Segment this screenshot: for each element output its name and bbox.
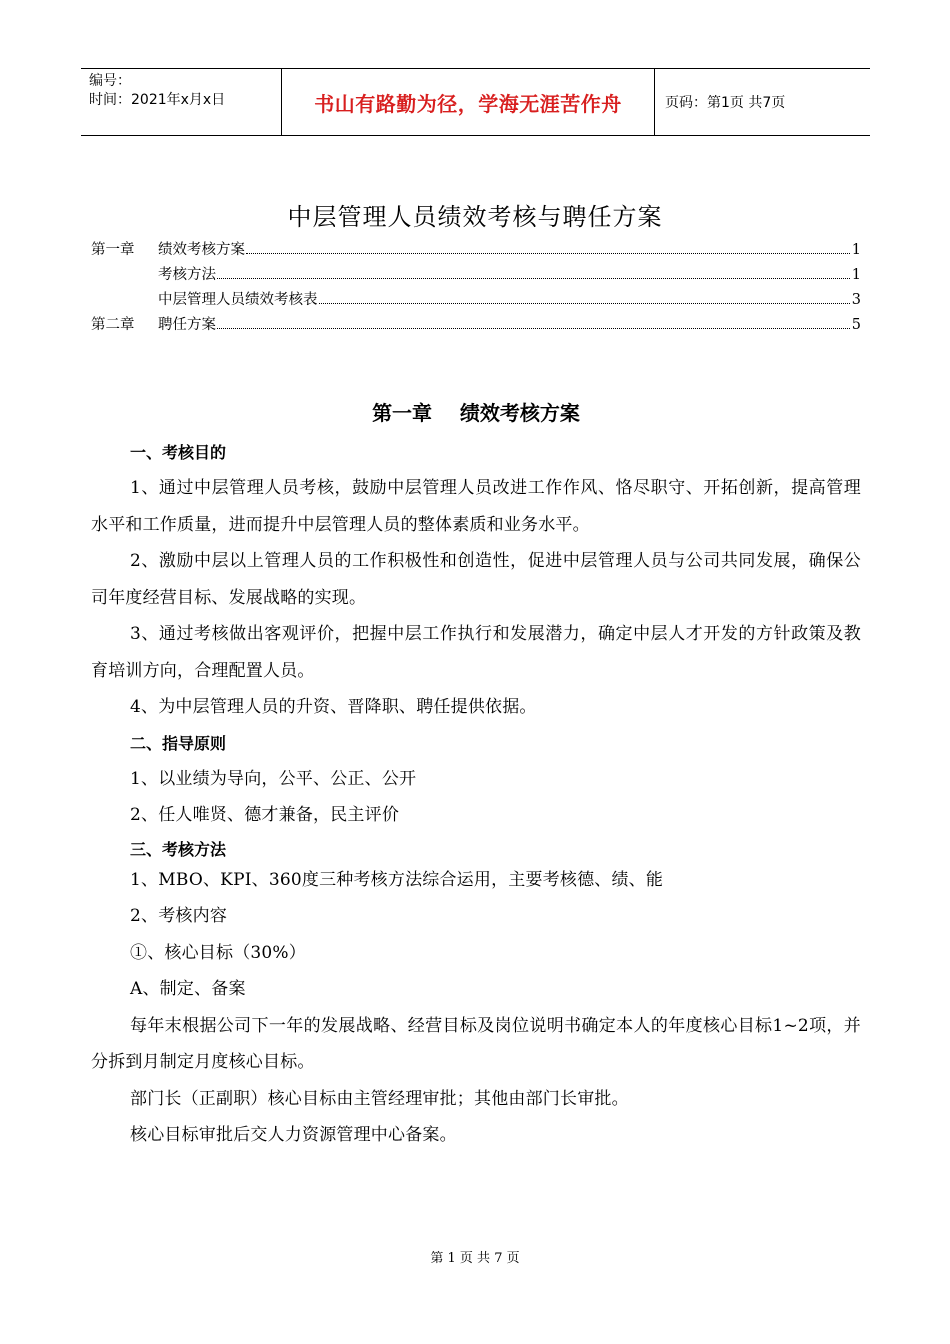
toc-page: 1 xyxy=(851,267,861,283)
toc-entry[interactable] xyxy=(91,288,861,313)
page-footer: 第 1 页 共 7 页 xyxy=(430,1251,520,1266)
header-motto: 书山有路勤为径，学海无涯苦作舟 xyxy=(281,69,655,135)
paragraph: 1、通过中层管理人员考核，鼓励中层管理人员改进工作作风、恪尽职守、开拓创新，提高管理水平和工作质量，进而提升中层管理人员的整体素质和业务水平。 xyxy=(91,478,861,535)
header-page-info: 页码：第1页 共7页 xyxy=(665,95,786,111)
paragraph: 3、通过考核做出客观评价，把握中层工作执行和发展潜力，确定中层人才开发的方针政策及教育培训方向，合理配置人员。 xyxy=(91,624,861,681)
toc-page: 3 xyxy=(851,292,861,308)
section-heading: 三、考核方法 xyxy=(130,839,227,859)
number-label: 编号： xyxy=(89,73,131,89)
document-body xyxy=(91,395,861,1154)
paragraph: 1、MBO、KPI、360度三种考核方法综合运用，主要考核德、绩、能 xyxy=(130,869,664,890)
toc-label: 考核方法 xyxy=(158,267,216,283)
toc-leader xyxy=(217,328,850,329)
paragraph: 2、激励中层以上管理人员的工作积极性和创造性，促进中层管理人员与公司共同发展，确保公司年度经营目标、发展战略的实现。 xyxy=(91,551,861,608)
toc-entry[interactable] xyxy=(91,238,861,263)
toc-leader xyxy=(246,253,850,254)
toc-page: 1 xyxy=(851,242,861,258)
toc-chapter: 第一章 xyxy=(91,242,135,258)
section-heading: 二、指导原则 xyxy=(130,733,227,753)
paragraph: 2、任人唯贤、德才兼备，民主评价 xyxy=(130,805,400,825)
toc-page: 5 xyxy=(851,317,861,333)
paragraph: 4、为中层管理人员的升资、晋降职、聘任提供依据。 xyxy=(130,697,537,717)
paragraph: 每年末根据公司下一年的发展战略、经营目标及岗位说明书确定本人的年度核心目标1~2项，并分拆到月制定月度核心目标。 xyxy=(91,1015,861,1072)
paragraph: 核心目标审批后交人力资源管理中心备案。 xyxy=(130,1125,457,1145)
section-heading: 一、考核目的 xyxy=(130,443,227,462)
paragraph: ①、核心目标（30%） xyxy=(130,942,306,963)
toc-label: 聘任方案 xyxy=(158,317,216,333)
toc-entry[interactable] xyxy=(91,263,861,288)
paragraph: A、制定、备案 xyxy=(130,979,246,999)
paragraph: 1、以业绩为导向，公平、公正、公开 xyxy=(130,768,417,789)
toc-leader xyxy=(217,278,850,279)
toc-label: 中层管理人员绩效考核表 xyxy=(158,292,318,308)
toc-chapter: 第二章 xyxy=(91,317,135,333)
paragraph: 2、考核内容 xyxy=(130,906,228,926)
toc-leader xyxy=(319,303,851,304)
chapter-heading: 第一章 绩效考核方案 xyxy=(372,401,580,425)
header-meta xyxy=(81,69,281,135)
time-label: 时间：2021年x月x日 xyxy=(89,92,226,108)
paragraph: 部门长（正副职）核心目标由主管经理审批；其他由部门长审批。 xyxy=(130,1088,629,1109)
table-of-contents xyxy=(91,238,861,338)
toc-entry[interactable] xyxy=(91,313,861,338)
document-title: 中层管理人员绩效考核与聘任方案 xyxy=(287,203,663,231)
header-box xyxy=(81,68,870,136)
toc-label: 绩效考核方案 xyxy=(158,242,245,258)
